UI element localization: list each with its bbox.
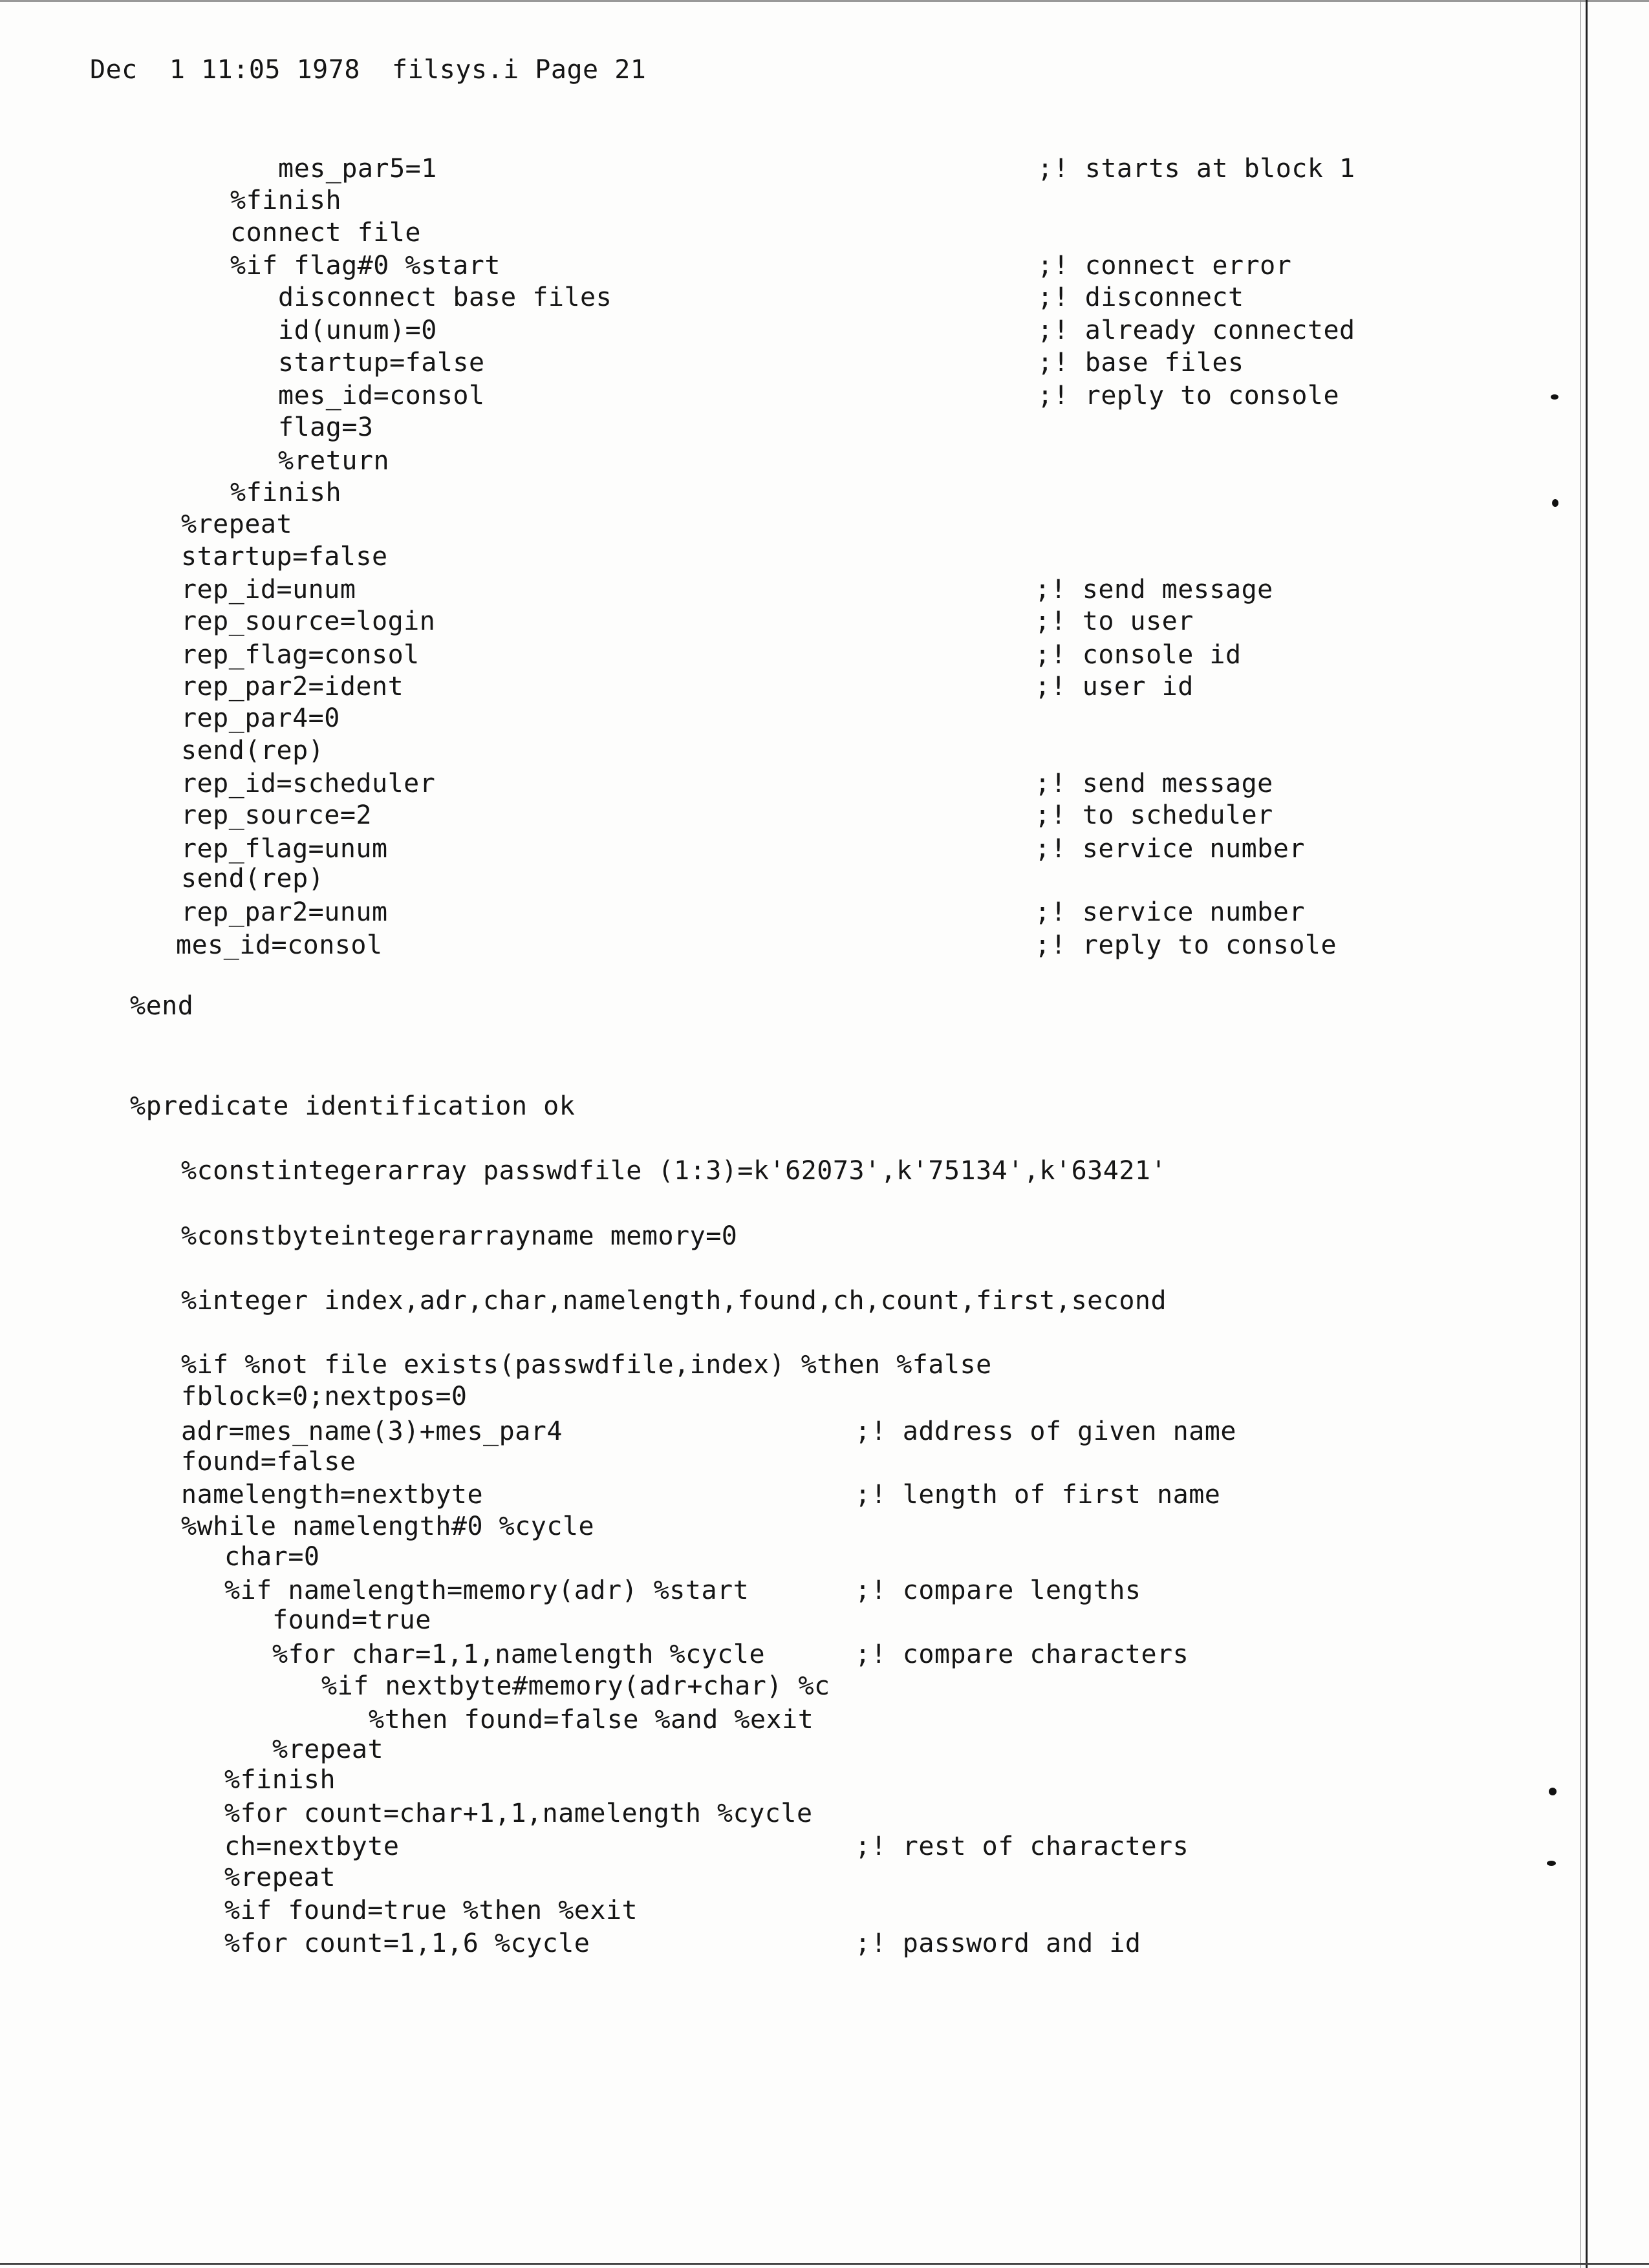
code-line: rep_flag=consol (181, 640, 420, 670)
code-line: %if %not file exists(passwdfile,index) %then %false (181, 1350, 992, 1380)
code-line: char=0 (224, 1542, 320, 1572)
code-line: send(rep) (181, 736, 325, 765)
code-comment: ;! base files (1037, 348, 1244, 378)
code-line: rep_par2=unum (181, 897, 388, 927)
code-comment: ;! reply to console (1035, 930, 1337, 960)
code-comment: ;! console id (1035, 640, 1242, 670)
code-line: rep_par4=0 (181, 703, 340, 733)
code-line: rep_id=unum (181, 575, 356, 604)
code-comment: ;! address of given name (855, 1417, 1236, 1446)
code-line: %then found=false %and %exit (369, 1705, 814, 1735)
page-edge-shadow (1580, 0, 1581, 2268)
code-comment: ;! to user (1035, 606, 1194, 636)
code-line: rep_id=scheduler (181, 769, 436, 798)
code-comment: ;! user id (1035, 672, 1194, 701)
code-comment: ;! disconnect (1037, 283, 1244, 312)
code-line: startup=false (181, 542, 388, 572)
code-line: send(rep) (181, 864, 325, 893)
code-comment: ;! compare characters (855, 1640, 1189, 1669)
code-line: %for count=char+1,1,namelength %cycle (224, 1799, 813, 1828)
code-line: %end (130, 991, 194, 1021)
code-line: %if nextbyte#memory(adr+char) %c (321, 1671, 830, 1701)
code-line: %repeat (224, 1863, 336, 1892)
code-comment: ;! connect error (1037, 251, 1292, 281)
scan-speck (1552, 499, 1558, 507)
code-comment: ;! service number (1035, 834, 1305, 864)
code-line: %return (278, 446, 390, 476)
code-line: mes_par5=1 (278, 154, 437, 184)
code-comment: ;! rest of characters (855, 1832, 1189, 1861)
code-line: fblock=0;nextpos=0 (181, 1382, 468, 1411)
page-edge-top (0, 0, 1649, 2)
code-line: rep_source=login (181, 606, 436, 636)
code-comment: ;! to scheduler (1035, 800, 1273, 830)
code-line: mes_id=consol (176, 930, 383, 960)
code-line: %while namelength#0 %cycle (181, 1512, 595, 1541)
code-line: %integer index,adr,char,namelength,found,ch,count,first,second (181, 1286, 1167, 1316)
page-edge-right (1586, 0, 1588, 2268)
code-line: %if flag#0 %start (230, 251, 501, 281)
code-comment: ;! service number (1035, 897, 1305, 927)
code-line: %finish (224, 1765, 336, 1795)
code-line: %repeat (272, 1735, 384, 1764)
code-comment: ;! compare lengths (855, 1576, 1141, 1605)
code-line: %repeat (181, 509, 293, 539)
code-line: rep_flag=unum (181, 834, 388, 864)
code-line: id(unum)=0 (278, 316, 437, 345)
code-line: found=true (272, 1605, 431, 1635)
scan-speck (1547, 1861, 1556, 1866)
code-line: ch=nextbyte (224, 1832, 400, 1861)
scan-speck (1551, 394, 1558, 400)
code-line: namelength=nextbyte (181, 1480, 484, 1510)
code-line: flag=3 (278, 412, 374, 442)
code-line: %constbyteintegerarrayname memory=0 (181, 1221, 738, 1251)
code-line: %if namelength=memory(adr) %start (224, 1576, 749, 1605)
scan-speck (1549, 1788, 1557, 1795)
code-line: %finish (230, 478, 342, 508)
code-line: mes_id=consol (278, 381, 485, 411)
code-line: found=false (181, 1447, 356, 1477)
code-line: %for count=1,1,6 %cycle (224, 1929, 590, 1958)
code-line: %finish (230, 186, 342, 215)
code-line: %predicate identification ok (130, 1091, 576, 1121)
code-comment: ;! reply to console (1037, 381, 1340, 411)
code-line: %constintegerarray passwdfile (1:3)=k'62073',k'75134',k'63421' (181, 1156, 1167, 1186)
code-line: connect file (230, 218, 421, 248)
page-header: Dec 1 11:05 1978 filsys.i Page 21 (90, 55, 647, 85)
code-line: startup=false (278, 348, 485, 378)
code-comment: ;! password and id (855, 1929, 1141, 1958)
code-comment: ;! send message (1035, 769, 1273, 798)
code-line: disconnect base files (278, 283, 612, 312)
code-line: adr=mes_name(3)+mes_par4 (181, 1417, 563, 1446)
code-line: %if found=true %then %exit (224, 1896, 638, 1925)
code-line: %for char=1,1,namelength %cycle (272, 1640, 766, 1669)
page-edge-bottom (0, 2263, 1649, 2265)
code-line: rep_source=2 (181, 800, 372, 830)
code-comment: ;! already connected (1037, 316, 1355, 345)
code-comment: ;! send message (1035, 575, 1273, 604)
code-comment: ;! length of first name (855, 1480, 1221, 1510)
code-comment: ;! starts at block 1 (1037, 154, 1355, 184)
code-line: rep_par2=ident (181, 672, 404, 701)
